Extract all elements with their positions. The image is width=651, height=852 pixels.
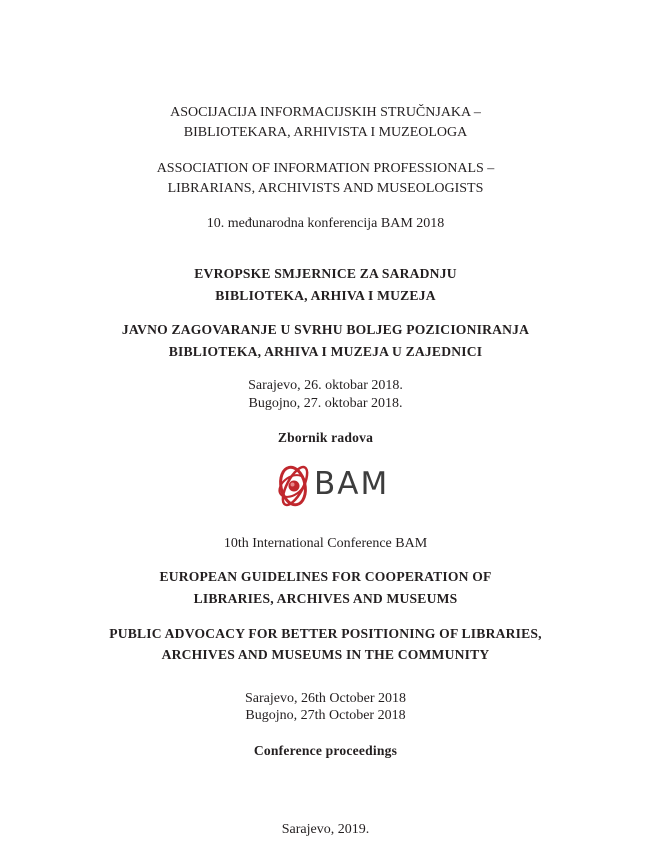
association-bs-line2: BIBLIOTEKARA, ARHIVISTA I MUZEOLOGA [183, 125, 468, 140]
bam-logo [276, 460, 390, 512]
theme1-bs-line1: EVROPSKE SMJERNICE ZA SARADNJU [194, 266, 457, 281]
theme2-bs-line2: BIBLIOTEKA, ARHIVA I MUZEJA U ZAJEDNICI [168, 344, 483, 359]
dates-bs-line2: Bugojno, 27. oktobar 2018. [248, 396, 403, 411]
dates-en-line2: Bugojno, 27th October 2018 [245, 708, 406, 723]
bam-logo-icon [276, 460, 316, 512]
imprint: Sarajevo, 2019. [281, 822, 370, 837]
association-en-line2: LIBRARIANS, ARCHIVISTS AND MUSEOLOGISTS [167, 181, 484, 196]
theme1-bs-line2: BIBLIOTEKA, ARHIVA I MUZEJA [215, 288, 436, 303]
dates-bs-line1: Sarajevo, 26. oktobar 2018. [248, 378, 403, 393]
theme2-en-line1: PUBLIC ADVOCACY FOR BETTER POSITIONING OF LIBRARIES, [109, 626, 542, 641]
association-en-line1: ASSOCIATION OF INFORMATION PROFESSIONALS – [156, 161, 495, 176]
proceedings-en: Conference proceedings [253, 743, 398, 758]
proceedings-bs: Zbornik radova [277, 430, 374, 445]
theme1-en-line2: LIBRARIES, ARCHIVES AND MUSEUMS [193, 591, 458, 606]
association-bs-line1: ASOCIJACIJA INFORMACIJSKIH STRUČNJAKA – [170, 105, 481, 120]
conference-en: 10th International Conference BAM [223, 536, 428, 551]
bam-logo-text: BAM [314, 466, 390, 502]
theme1-en-line1: EUROPEAN GUIDELINES FOR COOPERATION OF [159, 569, 492, 584]
theme2-en-line2: ARCHIVES AND MUSEUMS IN THE COMMUNITY [161, 647, 490, 662]
conference-bs: 10. međunarodna konferencija BAM 2018 [206, 216, 445, 231]
dates-en-line1: Sarajevo, 26th October 2018 [245, 691, 406, 706]
theme2-bs-line1: JAVNO ZAGOVARANJE U SVRHU BOLJEG POZICIONIRANJA [121, 322, 530, 337]
